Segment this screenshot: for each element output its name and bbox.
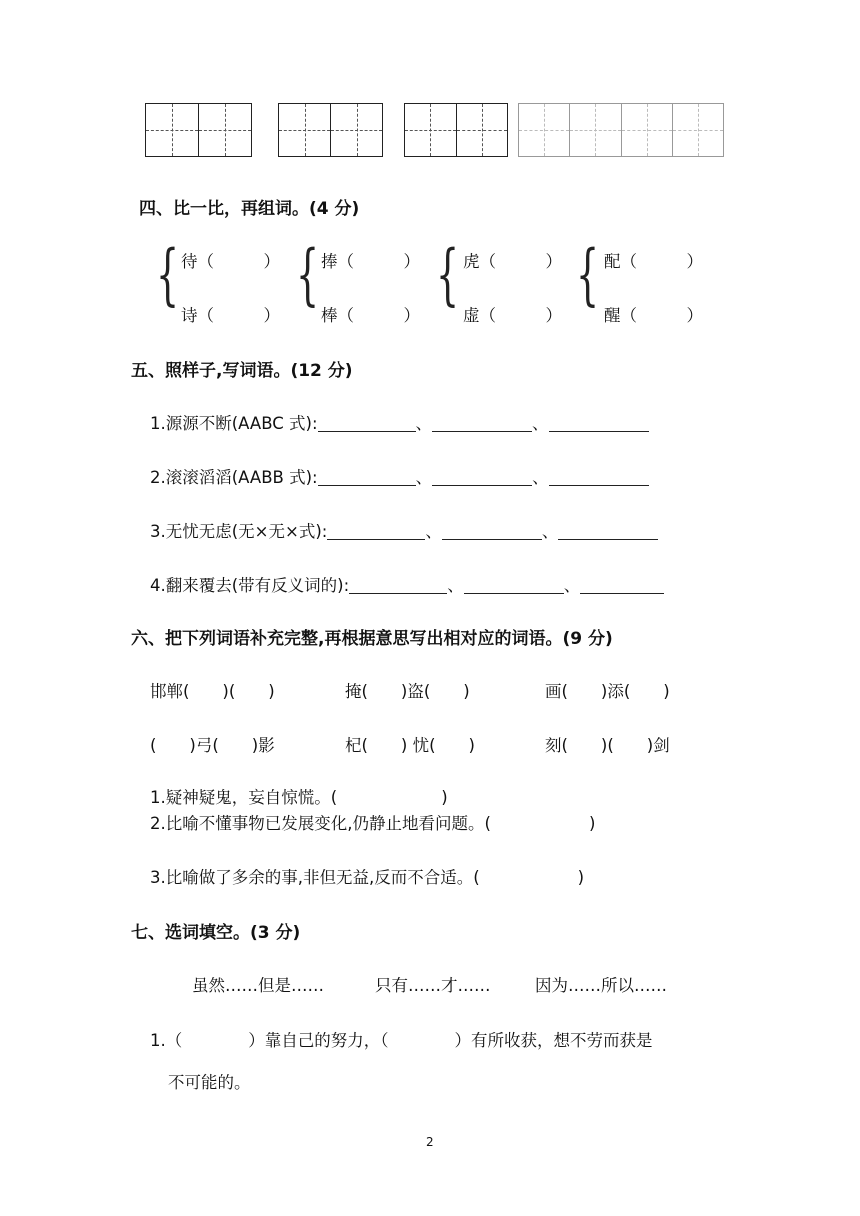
page-number: 2 [426, 1135, 434, 1149]
brace-glyph: { [436, 236, 460, 313]
sec7-question-1-line1: 1.（ ）靠自己的努力，（ ）有所收获，想不劳而获是 [150, 1031, 653, 1050]
pair-1-bottom: 诗（ ） [181, 306, 280, 325]
answer-blank[interactable] [318, 413, 416, 432]
pair-2-top: 捧（ ） [321, 252, 420, 271]
grid-cell [457, 104, 508, 156]
sec5-item-4 [150, 572, 664, 596]
grid-cell [279, 104, 331, 156]
separator: 、 [563, 576, 581, 595]
pair-3-bottom: 虚（ ） [463, 306, 562, 325]
separator: 、 [415, 414, 433, 433]
brace-glyph: { [156, 236, 180, 313]
pair-4-bottom: 醒（ ） [604, 306, 703, 325]
writing-grid-2 [278, 103, 383, 157]
item-label: 2.滚滚滔滔(AABB 式): [150, 468, 318, 487]
separator: 、 [447, 576, 464, 595]
sec6-question-1 [150, 784, 448, 808]
section-4-title: 四、比一比，再组词。(4 分) [139, 199, 360, 219]
section-7-title: 七、选词填空。(3 分) [131, 923, 301, 943]
separator: 、 [532, 414, 549, 433]
section-6-title: 六、把下列词语补充完整,再根据意思写出相对应的词语。(9 分) [131, 629, 613, 649]
question-text: 2.比喻不懂事物已发展变化,仍静止地看问题。( [150, 814, 491, 833]
sec5-item-3 [150, 518, 658, 542]
pair-3-top: 虎（ ） [463, 252, 562, 271]
writing-grid-3 [404, 103, 508, 157]
grid-cell [673, 104, 723, 156]
close-paren: ) [577, 868, 585, 887]
separator: 、 [541, 522, 559, 541]
writing-grid-4 [518, 103, 724, 157]
section-5-title: 五、照样子,写词语。(12 分) [131, 361, 353, 381]
idiom-4: ( )弓( )影 [150, 736, 275, 755]
sec6-question-3 [150, 864, 584, 888]
item-label: 4.翻来覆去(带有反义词的): [150, 576, 350, 595]
grid-cell [331, 104, 382, 156]
question-text: 3.比喻做了多余的事,非但无益,反而不合适。( [150, 868, 480, 887]
idiom-1: 邯郸( )( ) [150, 682, 275, 701]
pair-2-bottom: 棒（ ） [321, 306, 420, 325]
brace-glyph: { [576, 236, 600, 313]
option-2: 只有……才…… [375, 976, 491, 995]
grid-cell [570, 104, 621, 156]
answer-blank[interactable] [318, 467, 416, 486]
grid-cell [199, 104, 251, 156]
option-1: 虽然……但是…… [192, 976, 324, 995]
question-text: 1.疑神疑鬼，妄自惊慌。( [150, 788, 338, 807]
close-paren: ) [588, 814, 596, 833]
option-3: 因为……所以…… [535, 976, 667, 995]
idiom-6: 刻( )( )剑 [545, 736, 670, 755]
pair-4-top: 配（ ） [604, 252, 703, 271]
answer-blank[interactable] [442, 521, 542, 540]
brace-glyph: { [296, 236, 320, 313]
writing-grid-1 [145, 103, 252, 157]
answer-blank[interactable] [464, 575, 564, 594]
answer-blank[interactable] [349, 575, 447, 594]
separator: 、 [532, 468, 549, 487]
idiom-5: 杞( ) 忧( ) [345, 736, 475, 755]
grid-cell [519, 104, 570, 156]
separator: 、 [425, 522, 442, 541]
answer-blank[interactable] [580, 575, 664, 594]
pair-1-top: 待（ ） [181, 252, 280, 271]
answer-blank[interactable] [549, 413, 649, 432]
grid-cell [405, 104, 457, 156]
sec5-item-2 [150, 464, 649, 488]
grid-cell [146, 104, 199, 156]
sec5-item-1 [150, 410, 649, 434]
item-label: 1.源源不断(AABC 式): [150, 414, 318, 433]
idiom-3: 画( )添( ) [545, 682, 670, 701]
item-label: 3.无忧无虑(无×无×式): [150, 522, 328, 541]
answer-blank[interactable] [432, 413, 532, 432]
separator: 、 [415, 468, 433, 487]
answer-blank[interactable] [558, 521, 658, 540]
answer-blank[interactable] [327, 521, 425, 540]
sec6-question-2 [150, 810, 595, 834]
close-paren: ) [441, 788, 448, 807]
grid-cell [622, 104, 673, 156]
idiom-2: 掩( )盗( ) [345, 682, 470, 701]
answer-blank[interactable] [432, 467, 532, 486]
answer-blank[interactable] [549, 467, 649, 486]
sec7-question-1-line2: 不可能的。 [168, 1073, 251, 1092]
